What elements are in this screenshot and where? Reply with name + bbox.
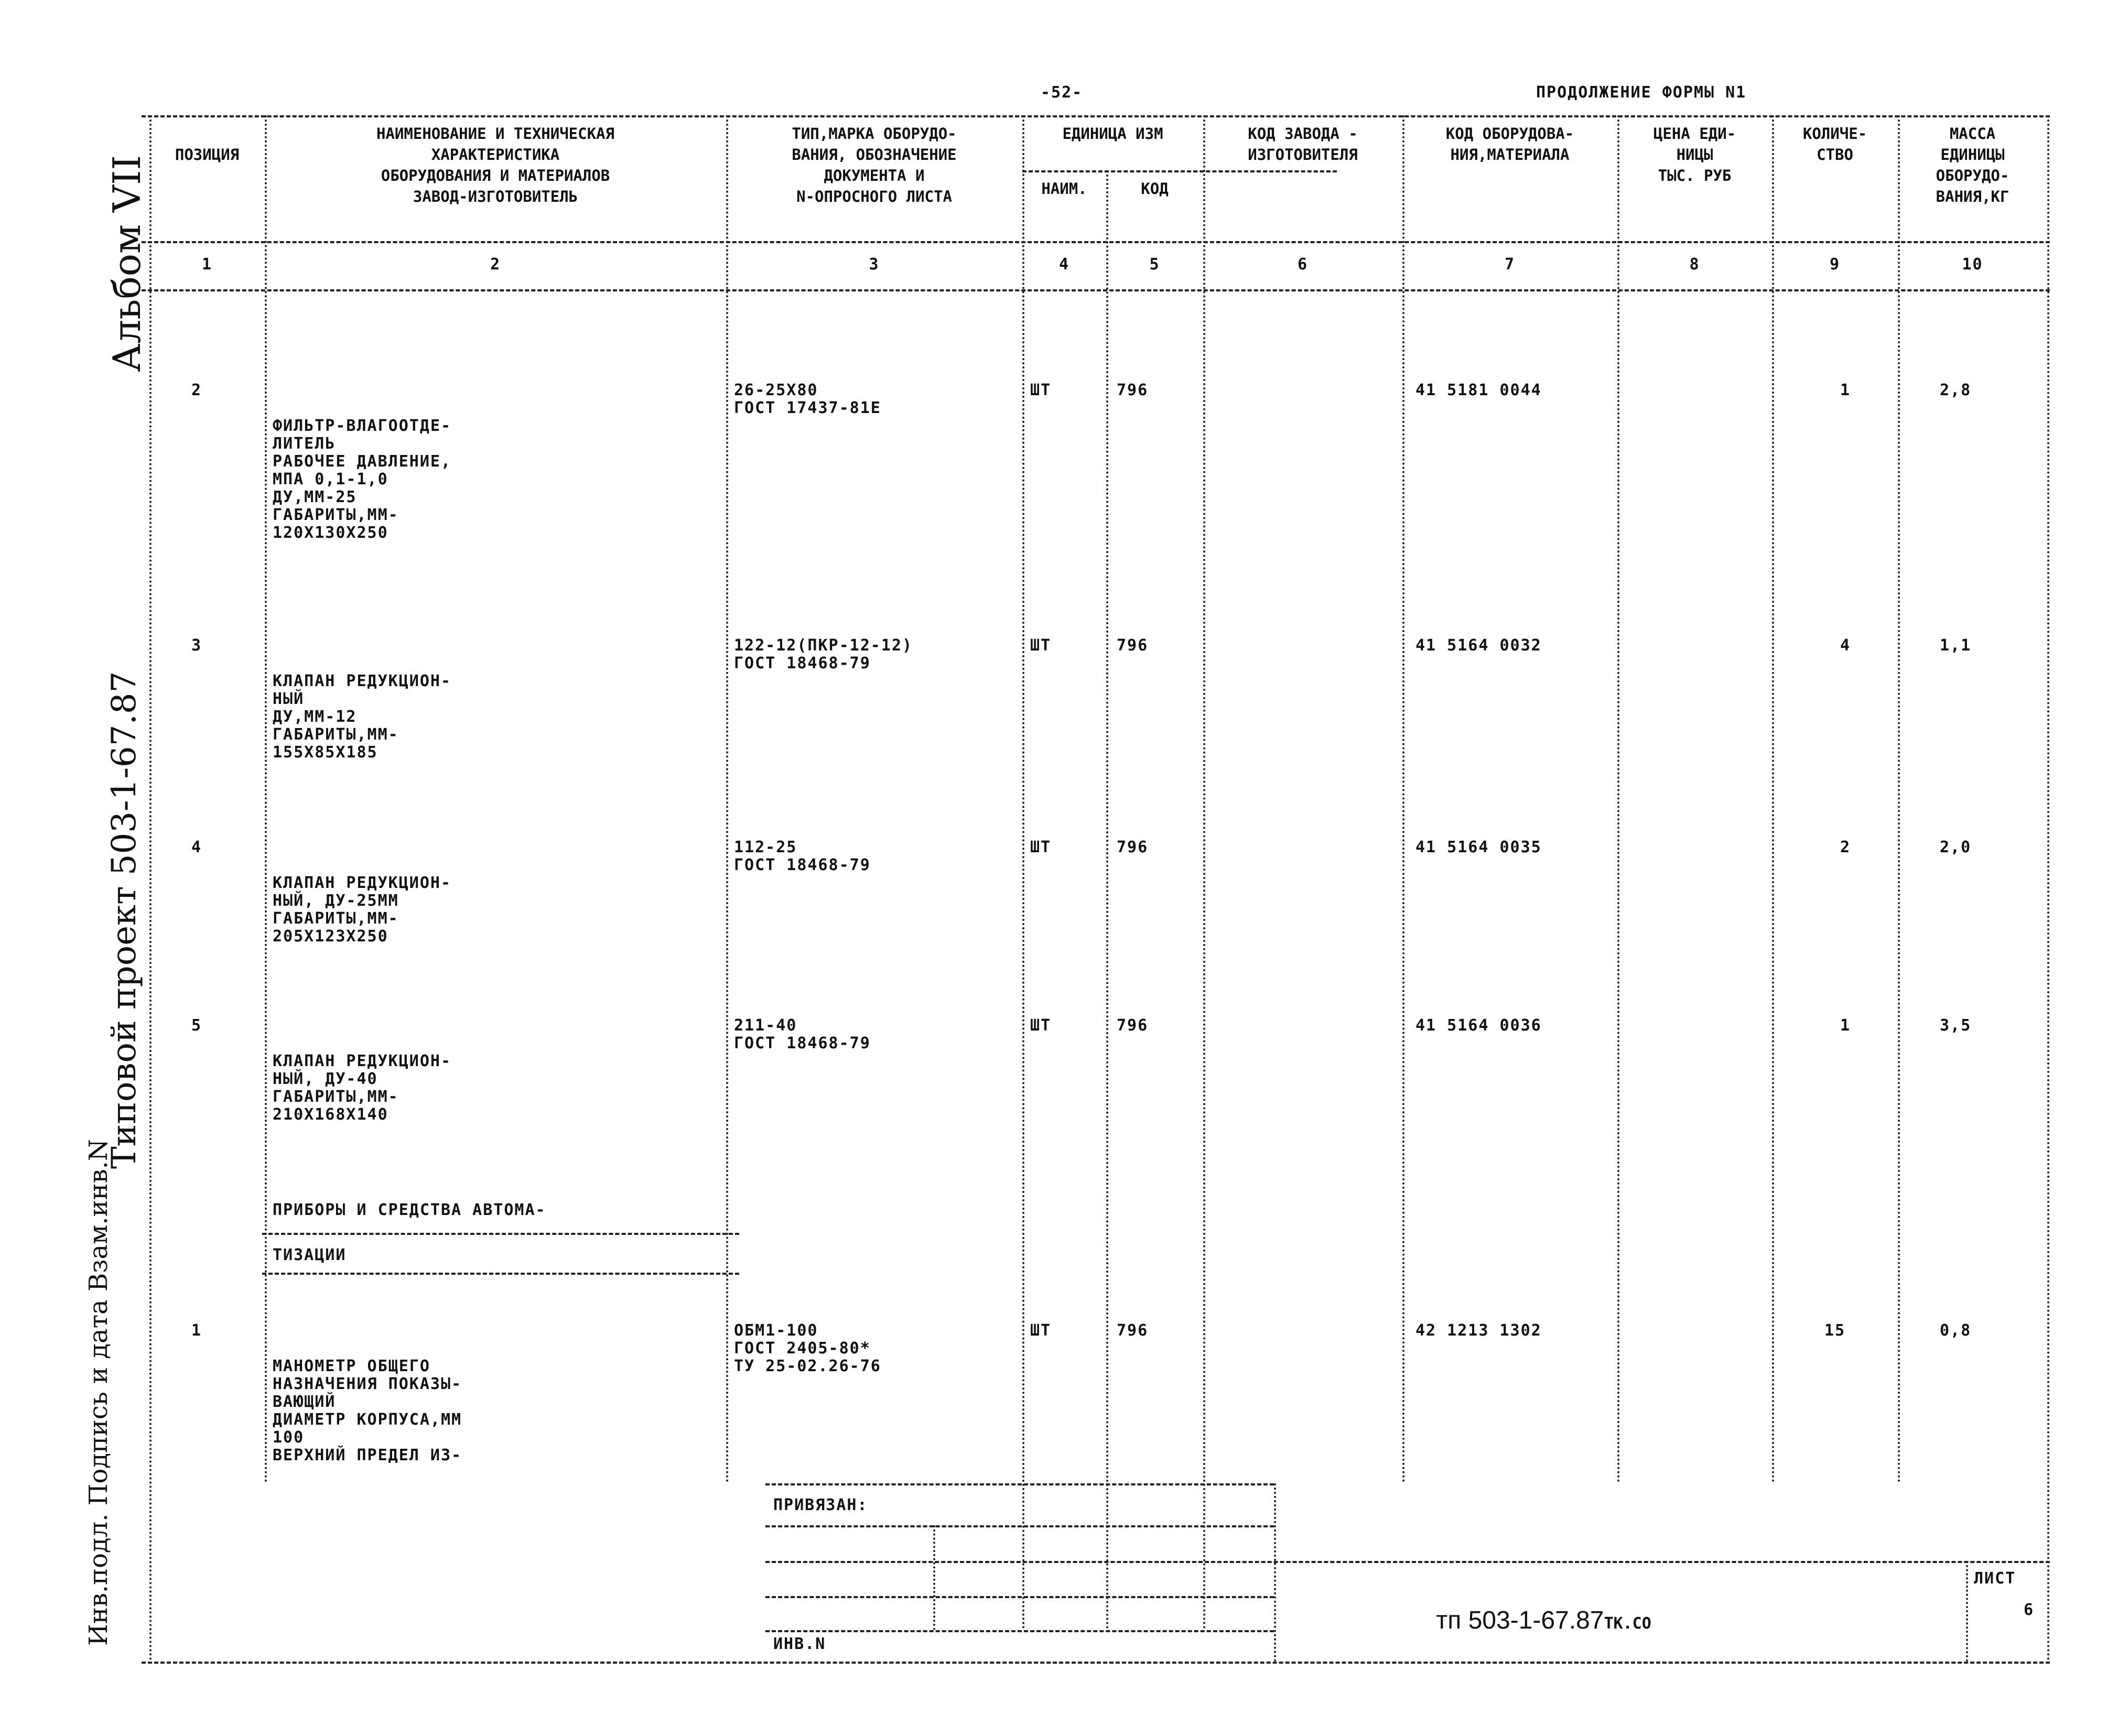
sheet-box-left (1966, 1561, 1968, 1662)
rule-top (142, 115, 2050, 117)
col-border-7 (1617, 115, 1619, 1483)
row-1-pos: 1 (191, 1321, 202, 1340)
row-1-unit: ШТ (1030, 1321, 1052, 1340)
row-2-mass: 2,8 (1940, 381, 1972, 399)
header-col-1: ПОЗИЦИЯ (175, 146, 240, 164)
colnum-4: 4 (1058, 255, 1070, 274)
col-border-0 (149, 115, 152, 1662)
col-border-2 (726, 115, 728, 1483)
row-4-mat-code: 41 5164 0035 (1416, 838, 1542, 856)
row-3-mat-code: 41 5164 0032 (1416, 636, 1542, 655)
colnum-3: 3 (869, 255, 880, 274)
header-col-9: КОЛИЧЕ- СТВО (1802, 125, 1867, 164)
rule-unit-split (1022, 170, 1337, 172)
col-border-1 (265, 115, 267, 1483)
row-2-mat-code: 41 5181 0044 (1416, 381, 1542, 399)
colnum-7: 7 (1504, 255, 1516, 274)
row-3-qty: 4 (1840, 636, 1851, 655)
rule-bottom (142, 1662, 2050, 1664)
colnum-10: 10 (1962, 255, 1983, 274)
col-border-10 (2047, 115, 2049, 1662)
stamp-inner-1 (933, 1525, 935, 1630)
rule-stamp-top (765, 1483, 1274, 1485)
row-3-code: 796 (1117, 636, 1149, 655)
sheet-number: 6 (2024, 1601, 2035, 1619)
row-5-pos: 5 (191, 1016, 202, 1035)
section-title-1: ПРИБОРЫ И СРЕДСТВА АВТОМА- (273, 1201, 546, 1219)
row-5-unit: ШТ (1030, 1016, 1052, 1035)
col-border-5 (1203, 115, 1205, 1630)
row-4-unit: ШТ (1030, 838, 1052, 856)
row-5-type: 211-40 ГОСТ 18468-79 (734, 1016, 871, 1053)
album-label: Альбом VII (105, 155, 149, 372)
row-2-code: 796 (1117, 381, 1149, 399)
colnum-2: 2 (490, 255, 501, 274)
row-3-pos: 3 (191, 636, 202, 655)
row-1-qty: 15 (1824, 1321, 1846, 1340)
row-5-name: КЛАПАН РЕДУКЦИОН- НЫЙ, ДУ-40 ГАБАРИТЫ,ММ- 210Х168Х140 (273, 1052, 452, 1124)
colnum-6: 6 (1297, 255, 1309, 274)
row-2-pos: 2 (191, 381, 202, 399)
row-3-name: КЛАПАН РЕДУКЦИОН- НЫЙ ДУ,ММ-12 ГАБАРИТЫ,ММ- 155Х85Х185 (273, 672, 452, 762)
stamp-label: Инв.подл. Подпись и дата Взам.инв.N (84, 1139, 113, 1646)
sheet-label: ЛИСТ (1974, 1569, 2016, 1588)
row-3-type: 122-12(ПКР-12-12) ГОСТ 18468-79 (734, 636, 913, 672)
colnum-5: 5 (1149, 255, 1160, 274)
rule-stamp-2 (765, 1525, 1274, 1527)
row-4-pos: 4 (191, 838, 202, 856)
row-1-name: МАНОМЕТР ОБЩЕГО НАЗНАЧЕНИЯ ПОКАЗЫ- ВАЮЩИЙ ДИАМЕТР КОРПУСА,ММ 100 ВЕРХНИЙ ПРЕДЕЛ ИЗ- (273, 1357, 462, 1464)
row-2-name: ФИЛЬТР-ВЛАГООТДЕ- ЛИТЕЛЬ РАБОЧЕЕ ДАВЛЕНИЕ, МПА 0,1-1,0 ДУ,ММ-25 ГАБАРИТЫ,ММ- 120Х130Х250 (273, 417, 452, 542)
row-4-name: КЛАПАН РЕДУКЦИОН- НЫЙ, ДУ-25ММ ГАБАРИТЫ,ММ- 205Х123Х250 (273, 874, 452, 946)
row-5-qty: 1 (1840, 1016, 1851, 1035)
row-5-code: 796 (1117, 1016, 1149, 1035)
rule-section-2 (262, 1273, 739, 1275)
row-1-mass: 0,8 (1940, 1321, 1972, 1340)
row-4-code: 796 (1117, 838, 1149, 856)
col-border-3 (1022, 115, 1024, 1630)
header-col-4-sub: НАИМ. (1041, 180, 1087, 198)
rule-stamp-3 (765, 1561, 2050, 1563)
header-col-8: ЦЕНА ЕДИ- НИЦЫ ТЫС. РУБ (1653, 125, 1736, 185)
colnum-1: 1 (201, 255, 213, 274)
col-border-9 (1898, 115, 1900, 1483)
row-1-code: 796 (1117, 1321, 1149, 1340)
col-border-8 (1772, 115, 1774, 1483)
project-label: Типовой проект 503-1-67.87 (105, 671, 144, 1169)
rule-section-1 (262, 1233, 739, 1235)
row-5-mat-code: 41 5164 0036 (1416, 1016, 1542, 1035)
rule-colnum-bottom (142, 289, 2050, 291)
doc-code: тп 503-1-67.87ТК.СО (1436, 1607, 1651, 1634)
col-border-6 (1402, 115, 1404, 1483)
row-2-unit: ШТ (1030, 381, 1052, 399)
header-col-3: ТИП,МАРКА ОБОРУДО- ВАНИЯ, ОБОЗНАЧЕНИЕ ДОКУМЕНТА И N-ОПРОСНОГО ЛИСТА (792, 125, 957, 205)
rule-stamp-5 (765, 1630, 1274, 1632)
row-4-type: 112-25 ГОСТ 18468-79 (734, 838, 871, 874)
row-4-mass: 2,0 (1940, 838, 1972, 856)
stamp-inner-2 (1274, 1483, 1276, 1662)
row-5-mass: 3,5 (1940, 1016, 1972, 1035)
header-col-2: НАИМЕНОВАНИЕ И ТЕХНИЧЕСКАЯ ХАРАКТЕРИСТИКА ОБОРУДОВАНИЯ И МАТЕРИАЛОВ ЗАВОД-ИЗГОТОВИТЕЛЬ (376, 125, 614, 205)
row-4-qty: 2 (1840, 838, 1851, 856)
row-1-mat-code: 42 1213 1302 (1416, 1321, 1542, 1340)
section-title-2: ТИЗАЦИИ (273, 1246, 347, 1264)
row-2-type: 26-25Х80 ГОСТ 17437-81Е (734, 381, 881, 417)
colnum-8: 8 (1689, 255, 1700, 274)
inv-label: ИНВ.N (773, 1635, 826, 1653)
header-col-10: МАССА ЕДИНИЦЫ ОБОРУДО- ВАНИЯ,КГ (1936, 125, 2009, 205)
colnum-9: 9 (1829, 255, 1841, 274)
privyazan-label: ПРИВЯЗАН: (773, 1496, 868, 1514)
header-col-5: КОД (1141, 180, 1169, 198)
form-title: ПРОДОЛЖЕНИЕ ФОРМЫ N1 (1536, 83, 1747, 102)
row-2-qty: 1 (1840, 381, 1851, 399)
header-col-4: ЕДИНИЦА ИЗМ (1062, 125, 1163, 143)
header-col-7: КОД ОБОРУДОВА- НИЯ,МАТЕРИАЛА (1445, 125, 1574, 164)
rule-header-bottom (142, 241, 2050, 243)
row-3-unit: ШТ (1030, 636, 1052, 655)
row-1-type: ОБМ1-100 ГОСТ 2405-80* ТУ 25-02.26-76 (734, 1321, 881, 1375)
page-number: -52- (1041, 83, 1083, 102)
row-3-mass: 1,1 (1940, 636, 1972, 655)
rule-stamp-4 (765, 1596, 1274, 1598)
header-col-6: КОД ЗАВОДА - ИЗГОТОВИТЕЛЯ (1248, 125, 1358, 164)
col-border-4 (1106, 170, 1108, 1630)
